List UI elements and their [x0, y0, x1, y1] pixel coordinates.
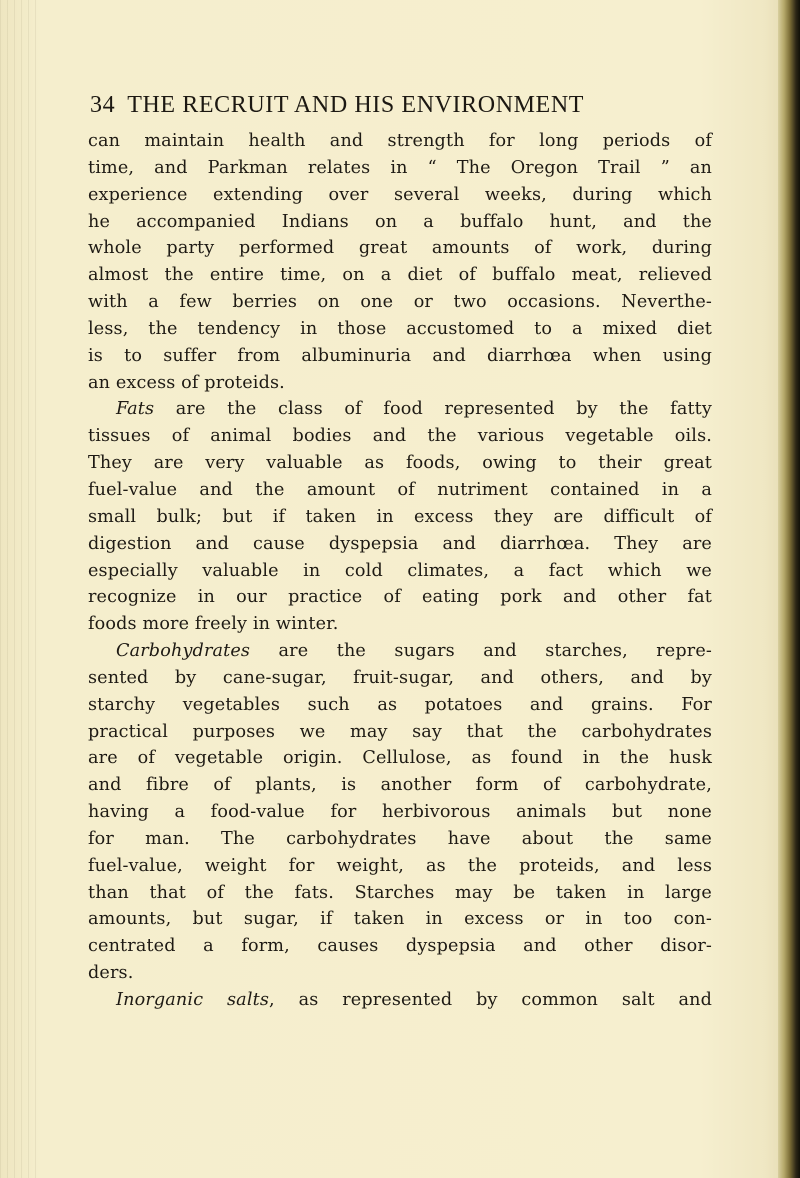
- page-number: 34: [90, 92, 116, 118]
- text-line: [88, 826, 712, 853]
- text-line: [88, 880, 712, 907]
- text-line: [88, 719, 712, 746]
- text-segment: for man. The carbohydrates have about the same: [88, 828, 712, 849]
- text-line: [88, 182, 712, 209]
- text-line: [88, 692, 712, 719]
- text-segment: practical purposes we may say that the carbohydrates: [88, 721, 712, 742]
- text-segment: especially valuable in cold climates, a fact which we: [88, 560, 712, 581]
- italic-term: Carbohydrates: [116, 641, 251, 662]
- text-line: [88, 745, 712, 772]
- text-segment: are the sugars and starches, repre-: [250, 641, 712, 662]
- text-segment: small bulk; but if taken in excess they are difficult of: [88, 506, 712, 527]
- text-segment: than that of the fats. Starches may be taken in large: [88, 882, 712, 903]
- text-line: [88, 289, 712, 316]
- text-line: [88, 128, 712, 155]
- text-segment: ders.: [88, 963, 134, 984]
- text-segment: , as represented by common salt and: [269, 990, 713, 1010]
- text-segment: tissues of animal bodies and the various vegetable oils.: [88, 426, 712, 447]
- text-line: [88, 316, 712, 343]
- text-segment: whole party performed great amounts of work, during: [88, 238, 712, 259]
- text-segment: They are very valuable as foods, owing to their great: [88, 453, 712, 474]
- text-segment: experience extending over several weeks, during which: [88, 184, 712, 205]
- text-segment: time, and Parkman relates in “ The Oregon Trail ” an: [88, 157, 712, 178]
- text-segment: are of vegetable origin. Cellulose, as found in the husk: [88, 748, 712, 769]
- text-segment: amounts, but sugar, if taken in excess or in too con-: [88, 909, 712, 930]
- text-line: [88, 906, 712, 933]
- text-line: [88, 987, 712, 1014]
- text-line: [88, 343, 712, 370]
- text-segment: are the class of food represented by the fatty: [154, 399, 712, 420]
- text-segment: almost the entire time, on a diet of buffalo meat, relieved: [88, 265, 712, 286]
- text-segment: centrated a form, causes dyspepsia and other disor-: [88, 936, 712, 957]
- text-line: [88, 423, 712, 450]
- running-header: [90, 92, 710, 119]
- text-segment: having a food-value for herbivorous animals but none: [88, 802, 712, 823]
- text-segment: and fibre of plants, is another form of carbohydrate,: [88, 775, 712, 796]
- italic-term: Fats: [116, 399, 155, 420]
- text-line: [88, 450, 712, 477]
- text-line: [88, 960, 712, 987]
- text-line: [88, 209, 712, 236]
- text-line: [88, 235, 712, 262]
- text-line: [88, 396, 712, 423]
- text-line: [88, 262, 712, 289]
- text-line: [88, 504, 712, 531]
- text-line: [88, 155, 712, 182]
- text-segment: an excess of proteids.: [88, 372, 285, 393]
- text-segment: is to suffer from albuminuria and diarrhœa when using: [88, 345, 712, 366]
- text-line: [88, 584, 712, 611]
- text-segment: digestion and cause dyspepsia and diarrhœa. They are: [88, 533, 712, 554]
- text-line: [88, 853, 712, 880]
- text-line: [88, 558, 712, 585]
- text-segment: fuel-value and the amount of nutriment contained in a: [88, 479, 712, 500]
- text-line: [88, 933, 712, 960]
- text-segment: less, the tendency in those accustomed to a mixed diet: [88, 318, 712, 339]
- binding-gutter: [0, 0, 40, 1178]
- page-edge-shadow: [778, 0, 800, 1178]
- text-segment: fuel-value, weight for weight, as the proteids, and less: [88, 855, 712, 876]
- text-line: [88, 611, 712, 638]
- text-segment: foods more freely in winter.: [88, 614, 339, 635]
- text-line: [88, 799, 712, 826]
- body-text: [88, 128, 712, 1014]
- text-segment: he accompanied Indians on a buffalo hunt, and the: [88, 211, 712, 232]
- text-line: [88, 370, 712, 397]
- text-segment: sented by cane-sugar, fruit-sugar, and others, and by: [88, 667, 712, 688]
- text-segment: starchy vegetables such as potatoes and grains. For: [88, 694, 712, 715]
- text-line: [88, 665, 712, 692]
- italic-term: Inorganic salts: [116, 990, 270, 1010]
- running-title: THE RECRUIT AND HIS ENVIRONMENT: [127, 92, 585, 118]
- text-line: [88, 772, 712, 799]
- text-line: [88, 477, 712, 504]
- text-line: [88, 638, 712, 665]
- text-segment: can maintain health and strength for long periods of: [88, 131, 712, 151]
- text-segment: with a few berries on one or two occasions. Neverthe-: [88, 292, 712, 313]
- text-line: [88, 531, 712, 558]
- text-segment: recognize in our practice of eating pork and other fat: [88, 587, 712, 608]
